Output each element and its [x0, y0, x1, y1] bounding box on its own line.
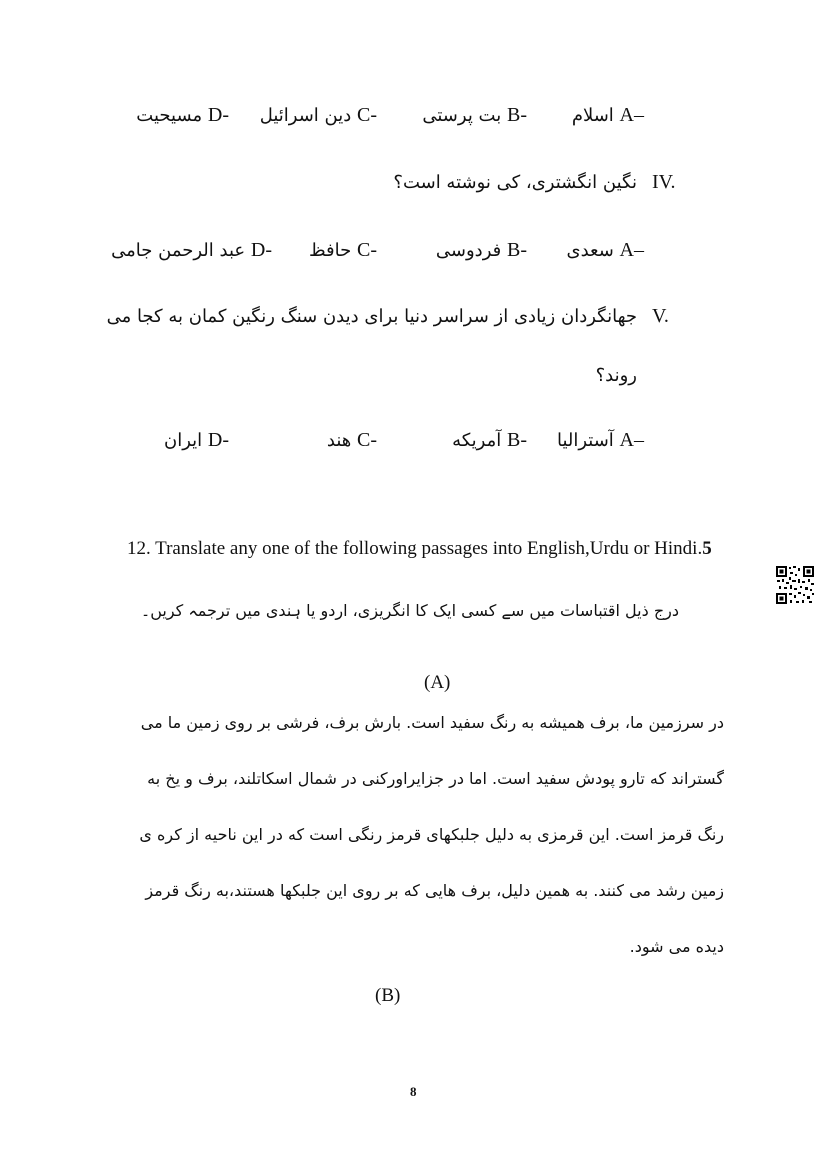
passage-a-heading: (A) — [424, 672, 451, 693]
q4-option-b: -B فردوسی — [435, 239, 527, 261]
q5-question-line2: روند؟ — [595, 365, 637, 386]
q3-option-b: -B بت پرستی — [422, 104, 527, 126]
q3-option-d: -D مسیحیت — [136, 104, 229, 126]
q4-option-c: -C حافظ — [308, 239, 377, 261]
q12-title — [127, 538, 712, 560]
passage-a-line: دیده می شود. — [629, 937, 724, 956]
q5-option-a: –A آسترالیا — [556, 429, 644, 451]
q3-option-a: –A اسلام — [571, 104, 644, 126]
q5-number: V. — [652, 305, 669, 327]
passage-b-heading: (B) — [375, 985, 401, 1006]
q5-question-line1: جهانگردان زیادی از سراسر دنیا برای دیدن سنگ رنگین کمان به کجا می — [106, 306, 637, 327]
q12-marks: 5 — [702, 538, 712, 559]
q4-number: IV. — [652, 171, 676, 193]
passage-a-line: گستراند که تارو پودش سفید است. اما در جزایراورکنی در شمال اسکاتلند، برف و یخ به — [147, 769, 724, 788]
q12-urdu-instruction: درج ذیل اقتباسات میں سے کسی ایک کا انگریزی، اردو یا ہندی میں ترجمہ کریں۔ — [140, 601, 679, 620]
passage-a-line: در سرزمین ما، برف همیشه به رنگ سفید است. بارش برف، فرشی بر روی زمین ما می — [140, 713, 724, 732]
q4-option-a: –A سعدی — [566, 239, 644, 261]
q4-option-d: -D عبد الرحمن جامی — [111, 239, 272, 261]
qr-code — [775, 565, 815, 605]
q5-option-c: -C هند — [326, 429, 377, 451]
passage-a-line: زمین رشد می کنند. به همین دلیل، برف هایی که بر روی این جلبکها هستند،به رنگ قرمز — [145, 881, 724, 900]
passage-a-line: رنگ قرمز است. این قرمزی به دلیل جلبکهای قرمز رنگی است که در این ناحیه از کره ی — [139, 825, 724, 844]
q12-title-text: 12. Translate any one of the following passages into English,Urdu or Hindi. — [127, 538, 703, 559]
q3-option-c: -C دین اسرائیل — [259, 104, 377, 126]
q5-option-d: -D ایران — [163, 429, 229, 451]
q4-question: نگین انگشتری، کی نوشته است؟ — [393, 172, 637, 193]
page-number: 8 — [410, 1084, 417, 1099]
qr-code-graphic — [775, 565, 815, 605]
q5-option-b: -B آمریکه — [452, 429, 527, 451]
